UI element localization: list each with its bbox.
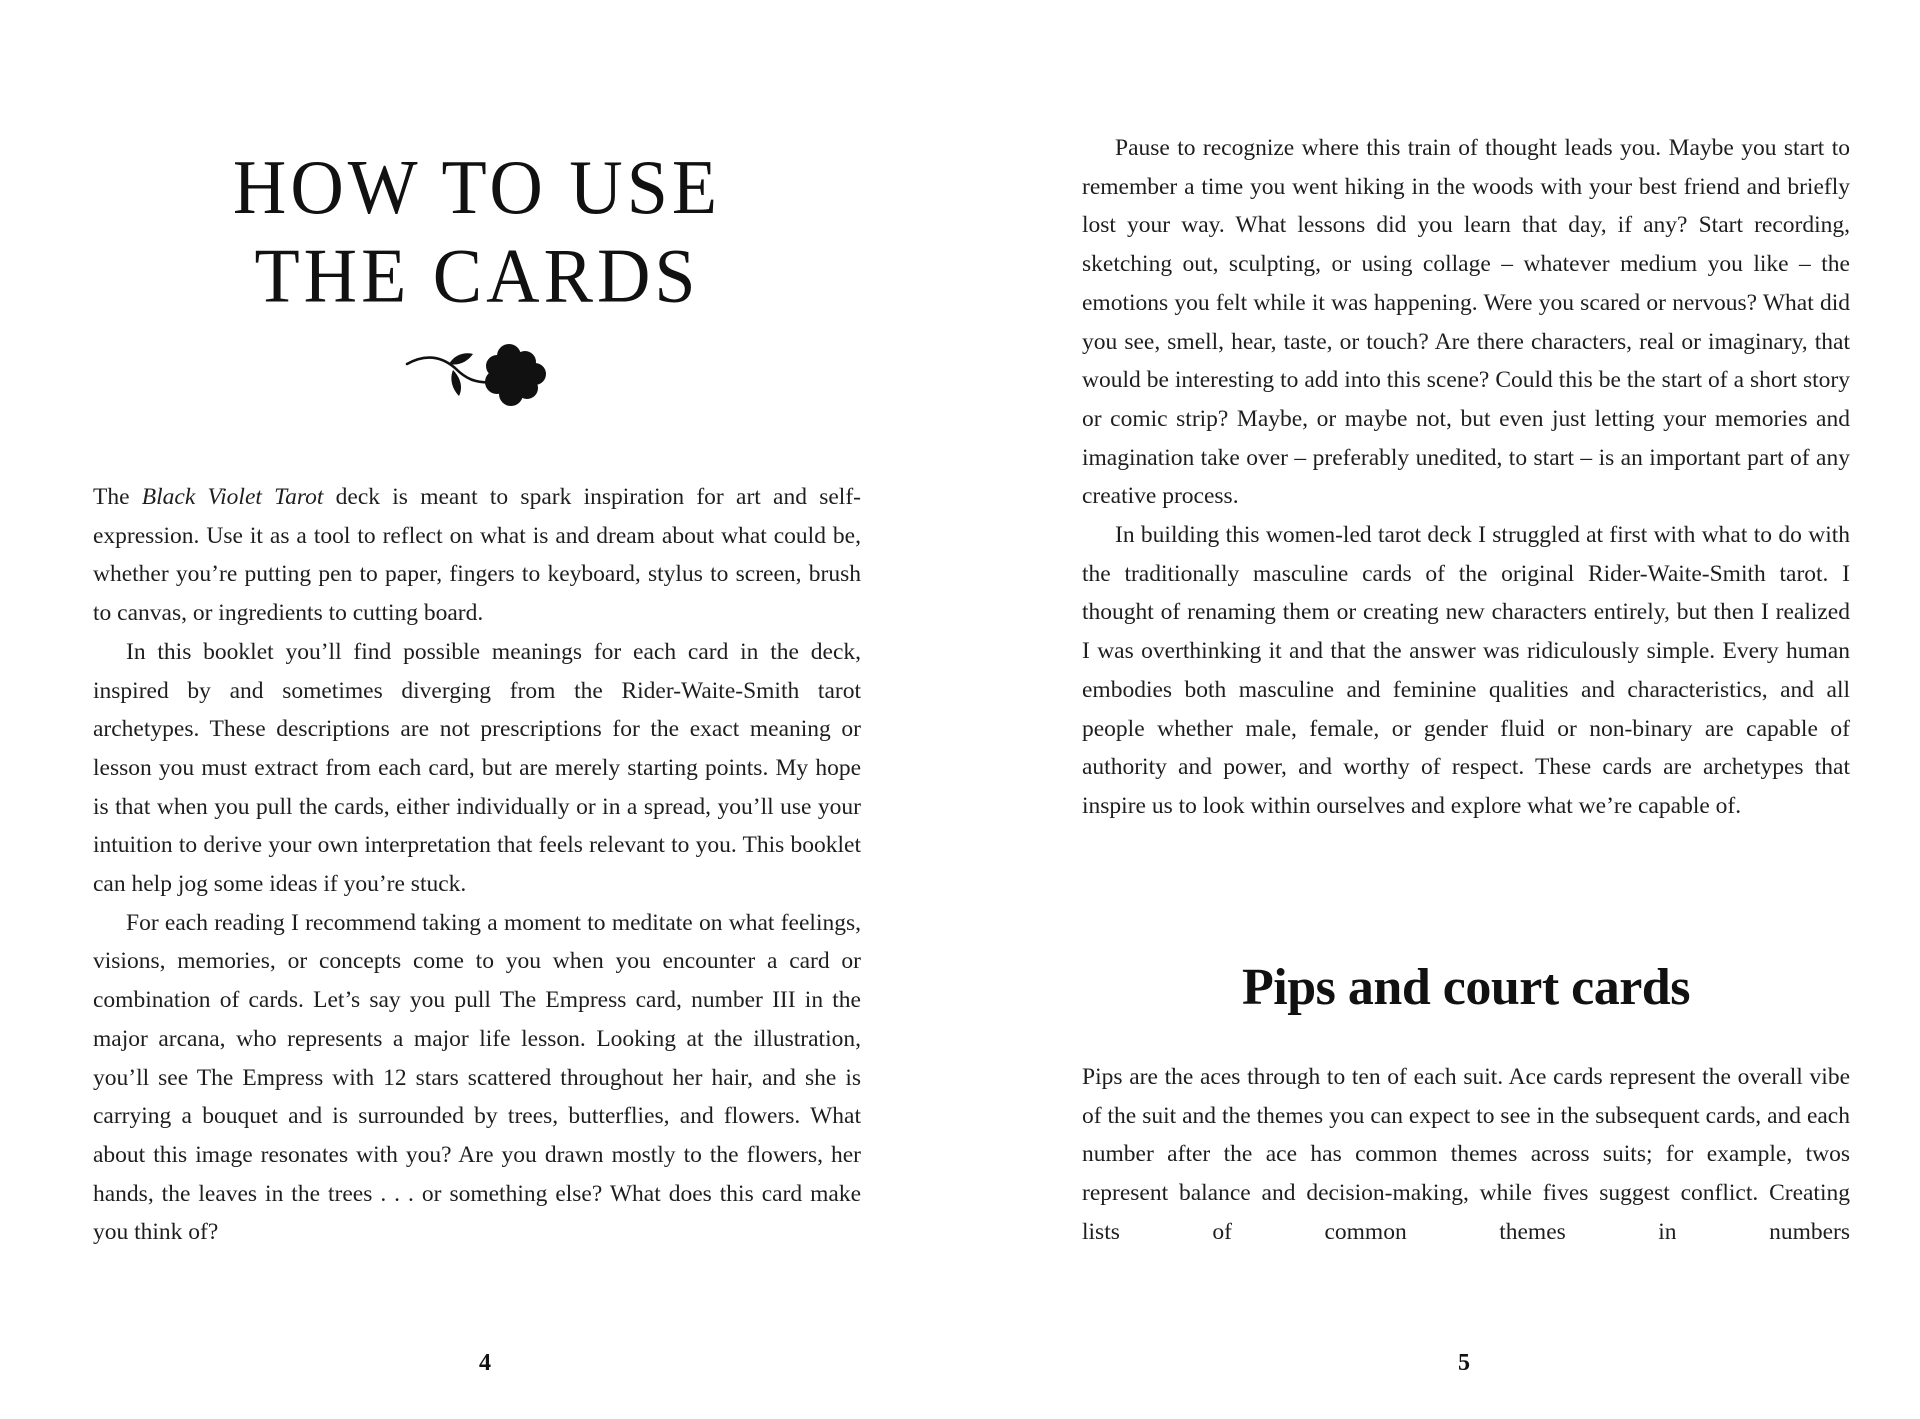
right-body-text-top [1082, 129, 1850, 826]
book-title-italic: Black Violet Tarot [141, 484, 324, 510]
paragraph-booklet: In this booklet you’ll find possible meanings for each card in the deck, inspired by and sometimes diverging from the Rider-Waite-Smith tarot archetypes. These descriptions are not prescriptions for the exact meaning or lesson you must extract from each card, but are merely starting points. My hope is that when you pull the cards, either individually or in a spread, you’ll use your intuition to derive your own interpretation that feels relevant to you. This booklet can help jog some ideas if you’re stuck. [93, 638, 861, 898]
right-page [1082, 0, 1850, 1419]
text-span: deck is meant to spark inspiration for art and self-expression. Use it as a tool to reflect on what is and dream about what could be, whether you’re putting pen to paper, fingers to keyboard, stylus to screen, brush to canvas, or ingredients to cutting board. [93, 484, 861, 627]
paragraph-pips: Pips are the aces through to ten of each suit. Ace cards represent the overall vibe of the suit and the themes you can expect to see in the subsequent cards, and each number after the ace has common themes across suits; for example, twos represent balance and decision-making, while fives suggest conflict. Creating lists of common themes in numbers [1082, 1064, 1850, 1245]
right-body-text-bottom [1082, 1058, 1850, 1252]
paragraph-intro [93, 478, 861, 633]
paragraph-building: In building this women-led tarot deck I struggled at first with what to do with the traditionally masculine cards of the original Rider-Waite-Smith tarot. I thought of renaming them or creating new characters entirely, but then I realized I was overthinking it and that the answer was ridiculously simple. Every human embodies both masculine and feminine qualities and characteristics, and all people whether male, female, or gender fluid or non-binary are capable of authority and power, and worthy of respect. These cards are archetypes that inspire us to look within ourselves and explore what we’re capable of. [1082, 522, 1850, 819]
flower-ornament-icon [403, 338, 553, 410]
page-number: 5 [1458, 1350, 1470, 1376]
chapter-title [93, 144, 861, 320]
left-body-text [93, 478, 861, 1252]
chapter-title-line-1: HOW TO USE [232, 144, 722, 231]
paragraph-pause: Pause to recognize where this train of thought leads you. Maybe you start to remember a time you went hiking in the woods with your best friend and briefly lost your way. What lessons did you learn that day, if any? Start recording, sketching out, sculpting, or using collage – whatever medium you like – the emotions you felt while it was happening. Were you scared or nervous? What did you see, smell, hear, taste, or touch? Are there characters, real or imaginary, that would be interesting to add into this scene? Could this be the start of a short story or comic strip? Maybe, or maybe not, but even just letting your memories and imagination take over – preferably unedited, to start – is an important part of any creative process. [1082, 135, 1850, 510]
section-heading: Pips and court cards [1242, 959, 1690, 1016]
page-number: 4 [479, 1350, 491, 1376]
text-span: The [93, 484, 142, 510]
left-page [93, 0, 861, 1419]
paragraph-reading: For each reading I recommend taking a moment to meditate on what feelings, visions, memories, or concepts come to you when you encounter a card or combination of cards. Let’s say you pull The Empress card, number III in the major arcana, who represents a major life lesson. Looking at the illustration, you’ll see The Empress with 12 stars scattered throughout her hair, and she is carrying a bouquet and is surrounded by trees, butterflies, and flowers. What about this image resonates with you? Are you drawn mostly to the flowers, her hands, the leaves in the trees . . . or something else? What does this card make you think of? [93, 909, 861, 1246]
chapter-title-line-2: THE CARDS [254, 233, 700, 320]
